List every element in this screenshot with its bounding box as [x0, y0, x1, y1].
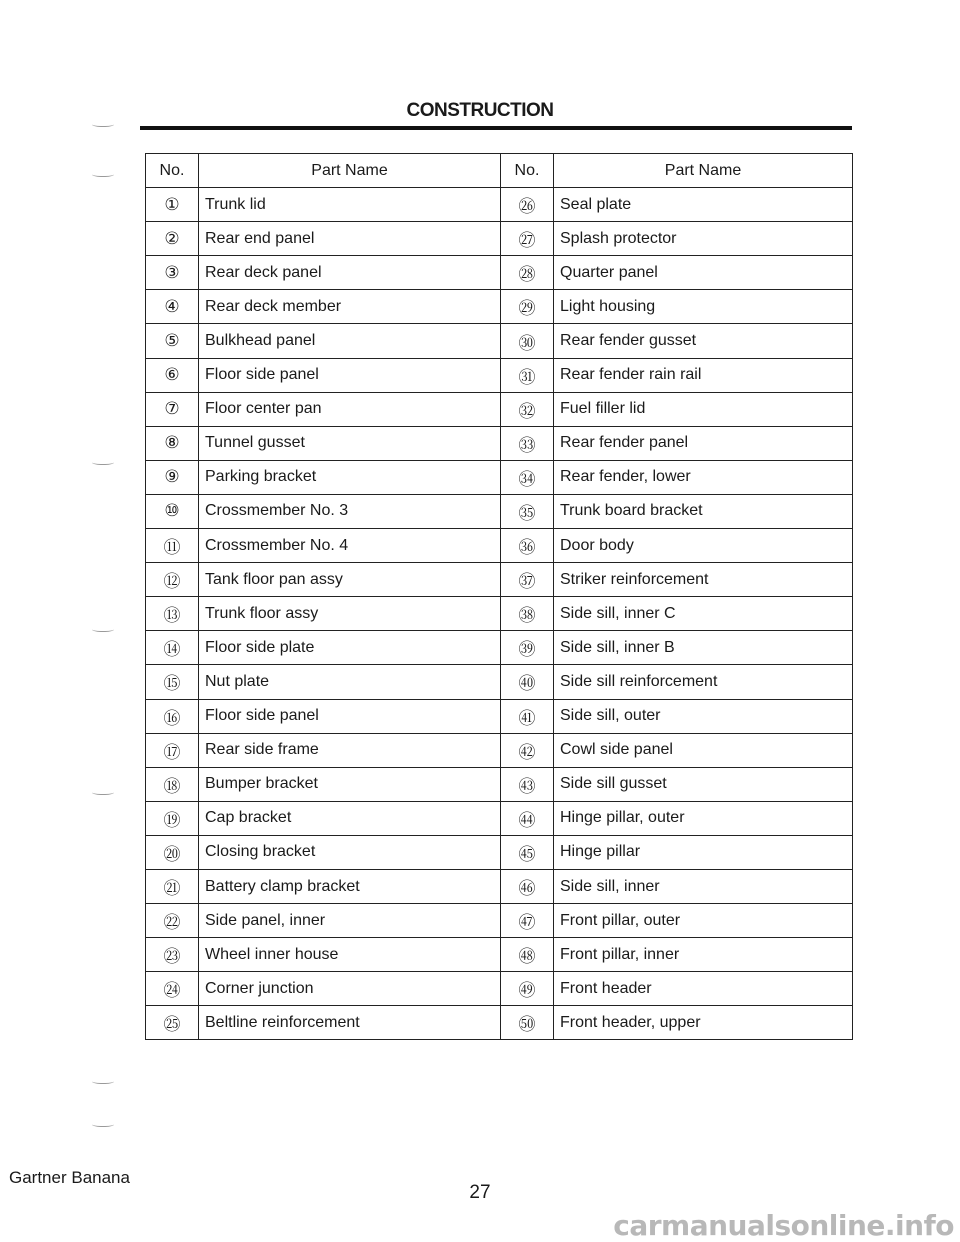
part-number: ⑥ [146, 358, 199, 392]
part-number: ㉑ [146, 869, 199, 903]
part-number: ⑬ [146, 597, 199, 631]
table-row [146, 222, 853, 256]
table-row [146, 290, 853, 324]
part-number: ㊷ [501, 733, 554, 767]
table-row [146, 938, 853, 972]
part-name: Tunnel gusset [199, 426, 501, 460]
part-name: Hinge pillar [554, 835, 853, 869]
part-number: ⑲ [146, 801, 199, 835]
table-row [146, 869, 853, 903]
part-name: Rear fender, lower [554, 460, 853, 494]
part-name: Crossmember No. 3 [199, 494, 501, 528]
part-number: ㉜ [501, 392, 554, 426]
table-row [146, 631, 853, 665]
part-name: Front pillar, inner [554, 938, 853, 972]
part-number: ㉓ [146, 938, 199, 972]
part-number: ⑦ [146, 392, 199, 426]
table-header-row [146, 154, 853, 188]
part-name: Rear deck member [199, 290, 501, 324]
part-number: ㊿ [501, 1006, 554, 1040]
part-name: Rear fender rain rail [554, 358, 853, 392]
part-name: Bumper bracket [199, 767, 501, 801]
part-number: ⑯ [146, 699, 199, 733]
page-title: CONSTRUCTION [406, 100, 554, 121]
table-row [146, 529, 853, 563]
table-row [146, 188, 853, 222]
page-number: 27 [469, 1182, 491, 1203]
part-name: Floor side panel [199, 699, 501, 733]
part-name: Hinge pillar, outer [554, 801, 853, 835]
table-row [146, 767, 853, 801]
column-header-no: No. [501, 154, 554, 188]
part-number: ㊹ [501, 801, 554, 835]
part-number: ㊶ [501, 699, 554, 733]
part-name: Floor side panel [199, 358, 501, 392]
part-number: ㊼ [501, 904, 554, 938]
watermark: carmanualsonline.info [613, 1209, 954, 1242]
part-number: ㊸ [501, 767, 554, 801]
part-name: Side sill, outer [554, 699, 853, 733]
part-number: ① [146, 188, 199, 222]
part-name: Side panel, inner [199, 904, 501, 938]
part-number: ㊺ [501, 835, 554, 869]
part-number: ㊳ [501, 597, 554, 631]
part-name: Battery clamp bracket [199, 869, 501, 903]
part-name: Front header, upper [554, 1006, 853, 1040]
table-row [146, 665, 853, 699]
part-name: Nut plate [199, 665, 501, 699]
table-row [146, 801, 853, 835]
part-name: Floor center pan [199, 392, 501, 426]
title-rule [140, 126, 852, 130]
column-header-part-name: Part Name [554, 154, 853, 188]
part-number: ㉟ [501, 494, 554, 528]
part-name: Trunk lid [199, 188, 501, 222]
part-number: ⑫ [146, 563, 199, 597]
part-number: ⑰ [146, 733, 199, 767]
part-name: Bulkhead panel [199, 324, 501, 358]
part-number: ⑱ [146, 767, 199, 801]
part-name: Side sill reinforcement [554, 665, 853, 699]
part-number: ③ [146, 256, 199, 290]
table-row [146, 256, 853, 290]
binding-mark [92, 788, 114, 795]
part-name: Beltline reinforcement [199, 1006, 501, 1040]
part-number: ㊴ [501, 631, 554, 665]
table-row [146, 494, 853, 528]
parts-table-body [146, 188, 853, 1040]
part-name: Closing bracket [199, 835, 501, 869]
part-number: ㉚ [501, 324, 554, 358]
part-number: ⑧ [146, 426, 199, 460]
part-number: ㉝ [501, 426, 554, 460]
part-name: Trunk board bracket [554, 494, 853, 528]
part-number: ⑩ [146, 494, 199, 528]
table-row [146, 1006, 853, 1040]
part-number: ㉛ [501, 358, 554, 392]
part-number: ㊲ [501, 563, 554, 597]
table-row [146, 324, 853, 358]
part-name: Side sill, inner B [554, 631, 853, 665]
table-row [146, 597, 853, 631]
part-name: Rear deck panel [199, 256, 501, 290]
table-row [146, 835, 853, 869]
part-number: ㉖ [501, 188, 554, 222]
part-number: ⑭ [146, 631, 199, 665]
part-name: Front pillar, outer [554, 904, 853, 938]
part-name: Tank floor pan assy [199, 563, 501, 597]
table-row [146, 358, 853, 392]
part-number: ㊽ [501, 938, 554, 972]
footer-brand: Gartner Banana [9, 1168, 130, 1187]
column-header-part-name: Part Name [199, 154, 501, 188]
binding-mark [92, 625, 114, 632]
part-name: Side sill gusset [554, 767, 853, 801]
part-number: ㉔ [146, 972, 199, 1006]
table-row [146, 563, 853, 597]
part-name: Cowl side panel [554, 733, 853, 767]
part-name: Side sill, inner [554, 869, 853, 903]
part-name: Seal plate [554, 188, 853, 222]
binding-mark [92, 1077, 114, 1084]
part-name: Quarter panel [554, 256, 853, 290]
part-name: Wheel inner house [199, 938, 501, 972]
table-row [146, 972, 853, 1006]
part-number: ㉙ [501, 290, 554, 324]
part-name: Rear end panel [199, 222, 501, 256]
part-name: Rear fender gusset [554, 324, 853, 358]
binding-mark [92, 1120, 114, 1127]
part-number: ⑤ [146, 324, 199, 358]
table-row [146, 699, 853, 733]
table-row [146, 426, 853, 460]
table-row [146, 733, 853, 767]
table-row [146, 392, 853, 426]
part-number: ⑮ [146, 665, 199, 699]
part-name: Door body [554, 529, 853, 563]
part-name: Front header [554, 972, 853, 1006]
part-number: ④ [146, 290, 199, 324]
part-name: Rear fender panel [554, 426, 853, 460]
part-number: ㉗ [501, 222, 554, 256]
part-name: Fuel filler lid [554, 392, 853, 426]
parts-table [145, 153, 853, 1040]
part-name: Parking bracket [199, 460, 501, 494]
part-number: ㊵ [501, 665, 554, 699]
table-row [146, 904, 853, 938]
part-number: ㉘ [501, 256, 554, 290]
part-name: Striker reinforcement [554, 563, 853, 597]
part-number: ㊾ [501, 972, 554, 1006]
part-number: ㉒ [146, 904, 199, 938]
part-name: Crossmember No. 4 [199, 529, 501, 563]
part-number: ⑪ [146, 529, 199, 563]
part-name: Light housing [554, 290, 853, 324]
part-name: Trunk floor assy [199, 597, 501, 631]
part-number: ㊻ [501, 869, 554, 903]
binding-mark [92, 170, 114, 177]
part-number: ⑨ [146, 460, 199, 494]
column-header-no: No. [146, 154, 199, 188]
part-name: Rear side frame [199, 733, 501, 767]
binding-mark [92, 120, 114, 127]
part-number: ㊱ [501, 529, 554, 563]
part-number: ㉕ [146, 1006, 199, 1040]
part-name: Floor side plate [199, 631, 501, 665]
part-number: ㉞ [501, 460, 554, 494]
part-name: Cap bracket [199, 801, 501, 835]
binding-mark [92, 458, 114, 465]
part-number: ⑳ [146, 835, 199, 869]
part-name: Side sill, inner C [554, 597, 853, 631]
table-row [146, 460, 853, 494]
part-name: Splash protector [554, 222, 853, 256]
part-number: ② [146, 222, 199, 256]
part-name: Corner junction [199, 972, 501, 1006]
